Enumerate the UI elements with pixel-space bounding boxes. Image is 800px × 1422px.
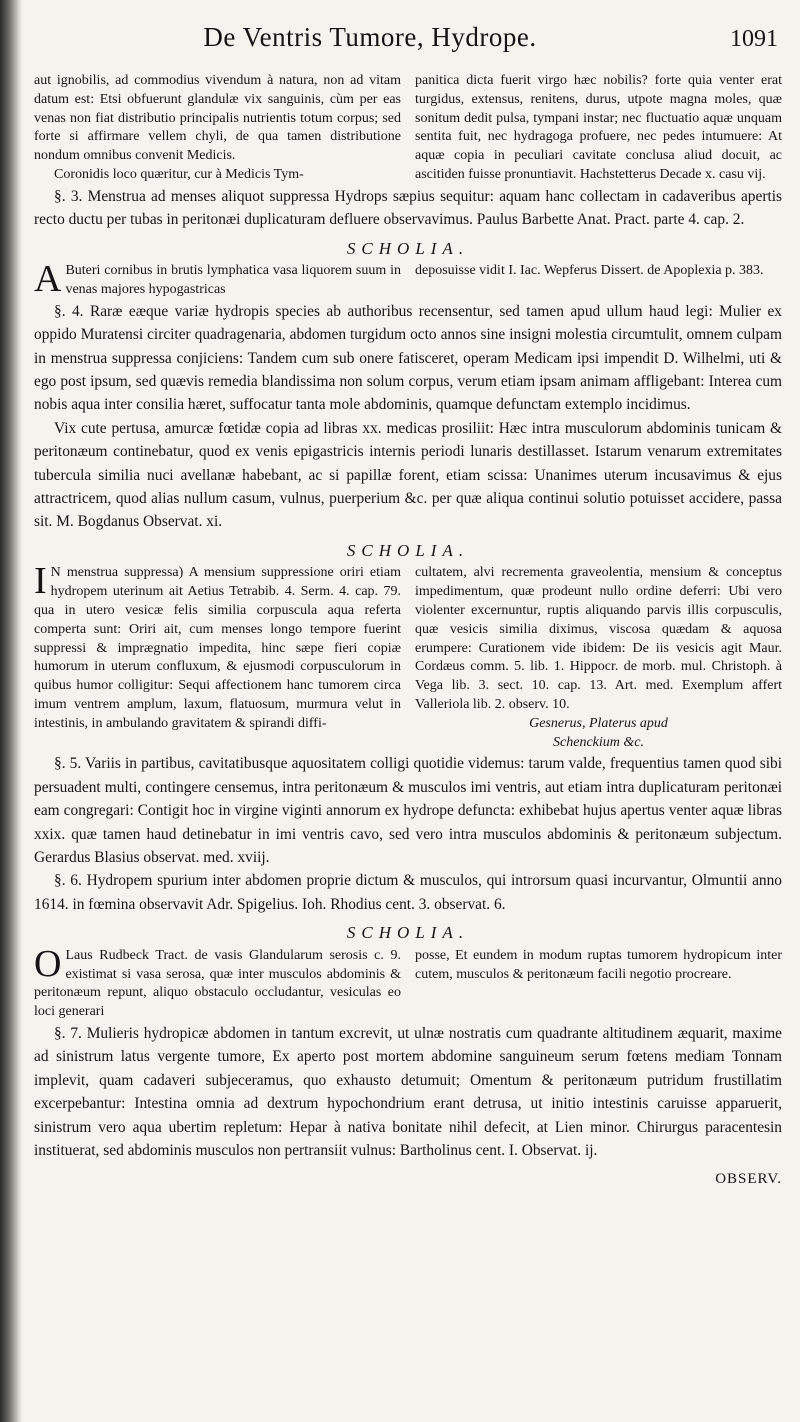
section-4-continued: Vix cute pertusa, amurcæ fœtidæ copia ad libras xx. medicas prosiliit: Hæc intra musculorum abdominis tunicam & peritonæum continebatur, quod ex venis epigastricis internis periodi lunaris destillasset. Istarum venarum extremitates tubercula similia nuci avellanæ habebant, ac si papillæ forent, etiam scissa: Unanimes uterum incusavimus & ejus attractricem, quod alias nullum casum, vulnus, puerperium &c. per quæ aliqua continui solutio potuisset accidere, passa sit. M. Bogdanus Observat. xi. [34,419,782,531]
intro-columns [34,72,782,185]
intro-right-text: panitica dicta fuerit virgo hæc nobilis? forte quia venter erat turgidus, extensus, renitens, durus, utpote magna moles, quæ sonitum dedit pulsa, tympani instar; nec fluctuatio aquæ unquam sentita fuit, nec hydragoga profuere, nec pedes intumuere: At aquæ copia in peculiari cavitate conclusa aliud docuit, ac ascitiden fuisse pronuntiavit. Hachstetterus Decade x. casu vij. [415,73,782,182]
scholia-1-left [34,258,401,301]
scholia-3-left [34,942,401,1022]
scholia-3-left-text: Laus Rudbeck Tract. de vasis Glandularum serosis c. 9. existimat si vasa serosa, quæ inter musculos abdominis & peritonæum repunt, aliquo obstaculo occludantur, vesiculas eo loci generari [34,947,401,1020]
scholia-1-right-text: deposuisse vidit I. Iac. Wepferus Dissert. de Apoplexia p. 383. [415,263,764,279]
scholia-2-attribution-1: Gesnerus, Platerus apud [529,715,668,731]
scholia-1-left-text: Buteri cornibus in brutis lymphatica vasa liquorem suum in venas majores hypogastricas [65,263,401,297]
section-3: §. 3. Menstrua ad menses aliquot suppressa Hydrops sæpius sequitur: aquam hanc collectam in cadaveribus apertis recto ductu per tubas in peritonæi duplicaturam defluere observavimus. Paulus Barbette Anat. Pract. parte 4. cap. 2. [34,187,782,229]
drop-cap-i: I [34,560,47,603]
scholia-3-columns [34,942,782,1022]
scholia-2-left [34,560,401,752]
intro-left-text: aut ignobilis, ad commodius vivendum à natura, non ad vitam datum est: Etsi obfuerunt glandulæ vix sanguinis, cùm per eas venas non fiat distributio principalis nutrientis totum corpus; sed forte si affirmare vellem chyli, de qua tamen distributione nondum omnibus convenit Medicis. [34,73,401,164]
page-gutter-shadow [0,0,22,1422]
intro-left-column [34,72,401,185]
page-content [34,72,782,1191]
scholia-2-right-text: cultatem, alvi recrementa graveolentia, mensium & conceptus impedimentum, quæ prodeunt nullo ordine deferri: Ubi vero violenter excernuntur, ruptis aliquando parvis illis corpusculis, quæ vesicis similia diximus, viscosa quædam & aquosa erumpere: Curationem vide ibidem: De iis vesicis agit Maur. Cordæus comm. 5. lib. 1. Hippocr. de morb. mul. Christoph. à Vega lib. 3. sect. 10. cap. 13. Art. med. Exemplum affert Valleriola lib. 2. observ. 10. [415,565,782,713]
section-7: §. 7. Mulieris hydropicæ abdomen in tantum excrevit, ut ulnæ nostratis cum quadrante altitudinem æquarit, maxime ad sinistrum latus vergente tumore, Ex aperto post mortem abdomine sanguineum serum fœtens mediam Tonnam implevit, quam cadaveri subjeceramus, quo exhausto detumuit; Omentum & peritonæum putridum frustillatim excerpebantur: Intestina omnia ad dextrum hypochondrium erant detrusa, ut initio intestinis caruisse apparuerit, sinistrum vero aqua ubertim repletum: Hepar à nativa bonitate nihil defecit, at Lien minor. Chirurgus paracentesin instituerat, sed abdominis musculos non pertransiit vulnus: Bartholinus cent. I. Observat. ij. [34,1025,782,1160]
scholia-heading-3: SCHOLIA. [346,923,470,943]
scholia-heading-1: SCHOLIA. [346,238,470,258]
scholia-2-attribution-2: Schenckium &c. [553,734,644,750]
page-number: 1091 [730,26,778,52]
section-5: §. 5. Variis in partibus, cavitatibusque aquositatem colligi quotidie videmus: tarum valde, frequentius tamen quod sibi persuadent multi, contingere censemus, intra peritonæum & musculos imi ventris, aut etiam intra duplicaturam peritonæi eam congregari: Contigit hoc in virgine viginti annorum ex hydrope defuncta: exhibebat hujus apertus venter aquæ libras xxix. quæ tamen haud detinebatur in imi ventris cavo, sed vero intra musculos abdominis & peritonæum subjectum. Gerardus Blasius observat. med. xviij. [34,755,782,867]
scholia-heading-2: SCHOLIA. [346,540,470,560]
scholia-1-columns [34,258,782,301]
drop-cap-a: A [34,258,62,301]
scholia-1-right [415,262,782,300]
section-4: §. 4. Raræ eæque variæ hydropis species ab authoribus recensentur, sed tamen apud ullum haud legi: Mulier ex oppido Muratensi circiter quadragenaria, abdomen turgidum octo annos sine insigni molestia circumtulit, omnem culpam in menstrua suppressa conjiciens: Tandem cum sub onere fatisceret, operam Medicam ipsi impendit D. Wilhelmi, uti & ego post ipsum, sed quævis remedia blandissima non solum corpus, verum etiam ipsam animam affligebant: Interea cum nobis aqua inter consilia hæret, suffocatur tanta mole abdominis, quamque defunctam extemplo incidimus. [34,302,782,414]
running-head: De Ventris Tumore, Hydrope. [203,22,537,52]
section-6: §. 6. Hydropem spurium inter abdomen proprie dictum & musculos, qui introrsum quasi incurvantur, Olmuntii anno 1614. in fœmina observavit Adr. Spigelius. Ioh. Rhodius cent. 3. observat. 6. [34,872,782,913]
drop-cap-o: O [34,942,62,985]
intro-right-column [415,72,782,185]
intro-left-text-b: Coronidis loco quæritur, cur à Medicis Tym- [54,166,304,182]
scholia-3-right-text: posse, Et eundem in modum ruptas tumorem hydropicum inter cutem, musculos & peritonæum facili negotio procreare. [415,947,782,982]
scholia-2-right [415,564,782,752]
catchword: OBSERV. [715,1171,782,1188]
scholia-2-columns [34,560,782,752]
scholia-3-right [415,947,782,1022]
scholia-2-left-text: N menstrua suppressa) A mensium suppressione oriri etiam hydropem uterinum ait Aetius Tetrabib. 4. Serm. 4. cap. 79. qua in utero vesicæ felis similia corpuscula aqua referta comperta sunt: Oriri ait, cum menses longo tempore fuerint suppressi & imprægnatio impedita, hinc sæpe fieri copiæ humorum in uterum confluxum, & ejusmodi corpusculorum in quibus humor colligitur: Sequi affectionem hanc tumorem circa imum ventrem amplum, laxum, flatuosum, murmura velut in intestinis, in ambulando gravitatem & spirandi diffi- [34,565,401,731]
